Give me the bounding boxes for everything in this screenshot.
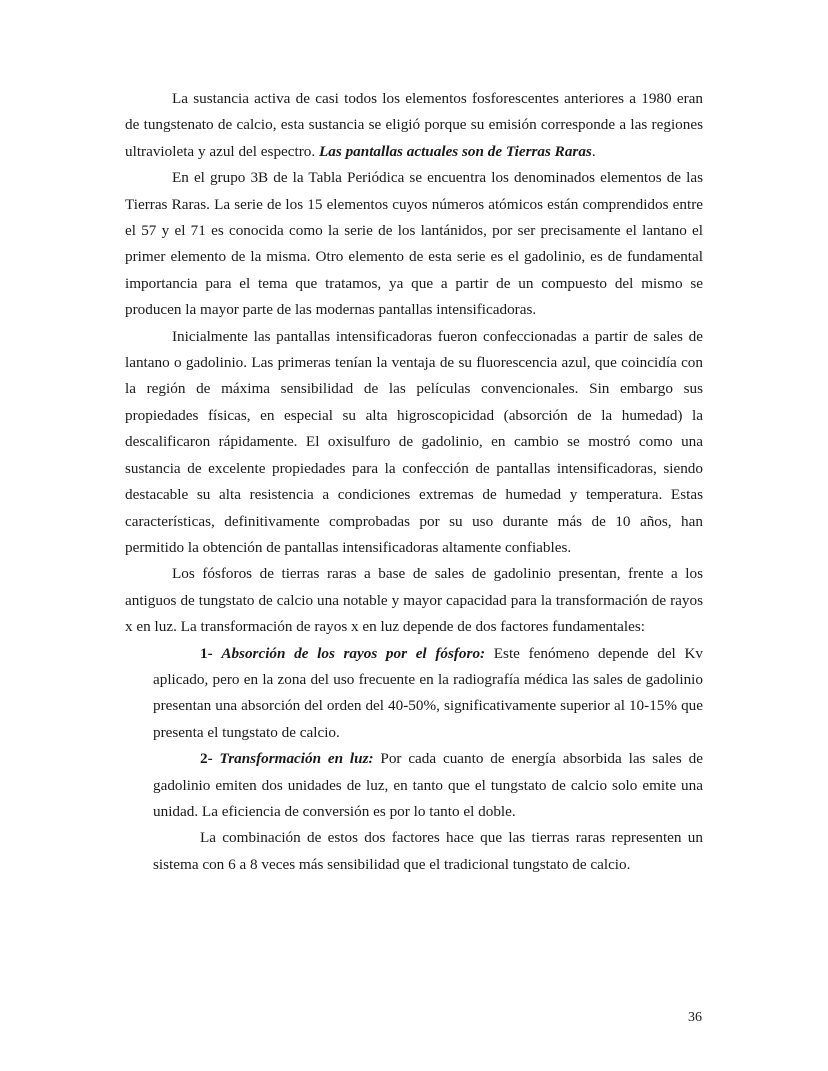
page-number: 36 xyxy=(688,1010,702,1025)
factor-text: Este fenómeno depende del Kv aplicado, pero en la zona del uso frecuente en la radiografía médica las sales de gadolinio presentan una absorción del orden del 40-50%, significativamente superior al 10-15% que presenta el tungstato de calcio. xyxy=(153,644,704,741)
document-body xyxy=(125,86,703,878)
factor-title: Transformación en luz: xyxy=(219,750,374,768)
paragraph-text: La sustancia activa de casi todos los elementos fosforescentes anteriores a 1980 eran de tungstenato de calcio, esta sustancia se eligió porque su emisión corresponde a las regiones ultravioleta y azul del espectro. xyxy=(125,90,703,160)
factor-transformation xyxy=(153,746,703,825)
paragraph-gadolinium-phosphors: Los fósforos de tierras raras a base de sales de gadolinio presentan, frente a los antiguos de tungstato de calcio una notable y mayor capacidad para la transformación de rayos x en luz. La transformación de rayos x en luz depende de dos factores fundamentales: xyxy=(125,565,703,636)
paragraph-initial-screens: Inicialmente las pantallas intensificadoras fueron confeccionadas a partir de sales de lantano o gadolinio. Las primeras tenían la ventaja de su fluorescencia azul, que coincidía con la región de máxima sensibilidad de las películas convencionales. Sin embargo sus propiedades físicas, en especial su alta higroscopicidad (absorción de la humedad) la descalificaron rápidamente. El oxisulfuro de gadolinio, en cambio se mostró como una sustancia de excelente propiedades para la confección de pantallas intensificadoras, siendo destacable su alta resistencia a condiciones extremas de humedad y temperatura. Estas características, definitivamente comprobadas por su uso durante más de 10 años, han permitido la obtención de pantallas intensificadoras altamente confiables. xyxy=(125,327,703,556)
paragraph-text: . xyxy=(591,142,596,160)
paragraph-calcium-tungstate xyxy=(125,86,703,165)
emphasis-rare-earths: Las pantallas actuales son de Tierras Raras xyxy=(318,142,592,160)
factor-number: 2- xyxy=(200,750,213,768)
factor-number: 1- xyxy=(200,644,213,662)
factor-absorption xyxy=(153,641,703,747)
paragraph-conclusion: La combinación de estos dos factores hace que las tierras raras representen un sistema con 6 a 8 veces más sensibilidad que el tradicional tungstato de calcio. xyxy=(153,829,703,873)
factor-title: Absorción de los rayos por el fósforo: xyxy=(221,644,486,662)
paragraph-group-3b: En el grupo 3B de la Tabla Periódica se encuentra los denominados elementos de las Tierras Raras. La serie de los 15 elementos cuyos números atómicos están comprendidos entre el 57 y el 71 es conocida como la serie de los lantánidos, por ser precisamente el lantano el primer elemento de la misma. Otro elemento de esta serie es el gadolinio, es de fundamental importancia para el tema que tratamos, ya que a partir de un compuesto del mismo se producen la mayor parte de las modernas pantallas intensificadoras. xyxy=(125,169,703,319)
factor-text: Por cada cuanto de energía absorbida las sales de gadolinio emiten dos unidades de luz, en tanto que el tungstato de calcio solo emite una unidad. La eficiencia de conversión es por lo tanto el doble. xyxy=(153,750,703,820)
